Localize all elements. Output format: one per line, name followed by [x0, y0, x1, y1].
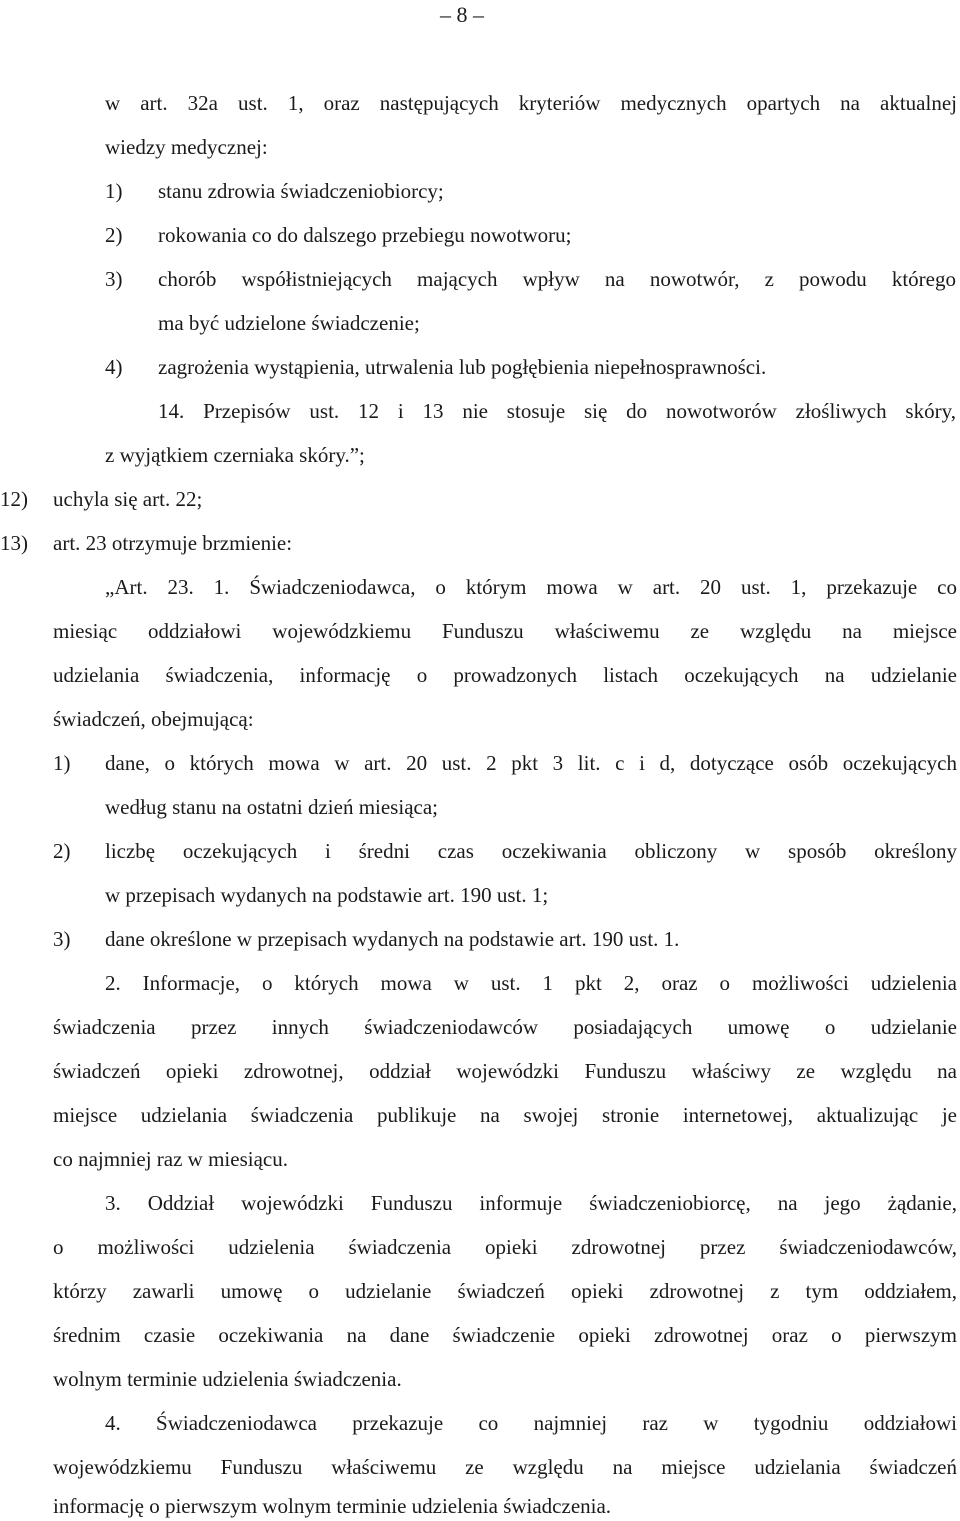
- art23-ust4-line: informację o pierwszym wolnym terminie udzielenia świadczenia.: [53, 1494, 612, 1518]
- art23-item-text: w przepisach wydanych na podstawie art. 190 ust. 1;: [105, 883, 549, 907]
- page-number: – 8 –: [440, 2, 484, 27]
- criterion-text: zagrożenia wystąpienia, utrwalenia lub pogłębienia niepełnosprawności.: [158, 355, 767, 379]
- intro-line: wiedzy medycznej:: [105, 135, 268, 159]
- criterion-number: 1): [105, 179, 123, 203]
- intro-line: w art. 32a ust. 1, oraz następujących kryteriów medycznych opartych na aktualnej: [105, 91, 957, 115]
- art23-ust4-line: wojewódzkiemu Funduszu właściwemu ze względu na miejsce udzielania świadczeń: [53, 1455, 957, 1479]
- criterion-number: 3): [105, 267, 123, 291]
- art23-item-text: dane określone w przepisach wydanych na podstawie art. 190 ust. 1.: [105, 927, 680, 951]
- art23-ust3-line: o możliwości udzielenia świadczenia opieki zdrowotnej przez świadczeniodawców,: [53, 1235, 957, 1259]
- criterion-text: rokowania co do dalszego przebiegu nowotworu;: [158, 223, 572, 247]
- art23-ust2-line: świadczenia przez innych świadczeniodawców posiadających umowę o udzielanie: [53, 1015, 957, 1039]
- art23-ust3-line: średnim czasie oczekiwania na dane świadczenie opieki zdrowotnej oraz o pierwszym: [53, 1323, 957, 1347]
- paragraph-14-line: z wyjątkiem czerniaka skóry.”;: [105, 443, 365, 467]
- art23-ust1-line: miesiąc oddziałowi wojewódzkiemu Funduszu właściwemu ze względu na miejsce: [53, 619, 957, 643]
- amendment-point-number: 12): [0, 487, 28, 511]
- criterion-text: chorób współistniejących mających wpływ na nowotwór, z powodu którego: [158, 267, 956, 291]
- amendment-point-text: art. 23 otrzymuje brzmienie:: [53, 531, 293, 555]
- art23-ust3-line: którzy zawarli umowę o udzielanie świadczeń opieki zdrowotnej z tym oddziałem,: [53, 1279, 957, 1303]
- art23-ust2-line: świadczeń opieki zdrowotnej, oddział wojewódzki Funduszu właściwy ze względu na: [53, 1059, 957, 1083]
- art23-item-number: 2): [53, 839, 71, 863]
- criterion-text-continued: ma być udzielone świadczenie;: [158, 311, 420, 335]
- amendment-point-number: 13): [0, 531, 28, 555]
- criterion-text: stanu zdrowia świadczeniobiorcy;: [158, 179, 444, 203]
- criterion-number: 2): [105, 223, 123, 247]
- art23-ust1-line: świadczeń, obejmującą:: [53, 707, 254, 731]
- art23-ust1-line: udzielania świadczenia, informację o prowadzonych listach oczekujących na udzielanie: [53, 663, 957, 687]
- art23-ust1-line: „Art. 23. 1. Świadczeniodawca, o którym mowa w art. 20 ust. 1, przekazuje co: [105, 575, 957, 599]
- art23-ust2-line: miejsce udzielania świadczenia publikuje na swojej stronie internetowej, aktualizując je: [53, 1103, 957, 1127]
- criterion-number: 4): [105, 355, 123, 379]
- art23-ust4-line: 4. Świadczeniodawca przekazuje co najmniej raz w tygodniu oddziałowi: [105, 1411, 957, 1435]
- art23-item-number: 1): [53, 751, 71, 775]
- art23-ust2-line: 2. Informacje, o których mowa w ust. 1 pkt 2, oraz o możliwości udzielenia: [105, 971, 957, 995]
- paragraph-14-line: 14. Przepisów ust. 12 i 13 nie stosuje się do nowotworów złośliwych skóry,: [158, 399, 956, 423]
- art23-item-number: 3): [53, 927, 71, 951]
- amendment-point-text: uchyla się art. 22;: [53, 487, 203, 511]
- art23-item-text: według stanu na ostatni dzień miesiąca;: [105, 795, 438, 819]
- art23-item-text: liczbę oczekujących i średni czas oczekiwania obliczony w sposób określony: [105, 839, 957, 863]
- art23-ust2-line: co najmniej raz w miesiącu.: [53, 1147, 288, 1171]
- art23-ust3-line: wolnym terminie udzielenia świadczenia.: [53, 1367, 402, 1391]
- art23-item-text: dane, o których mowa w art. 20 ust. 2 pkt 3 lit. c i d, dotyczące osób oczekujących: [105, 751, 957, 775]
- art23-ust3-line: 3. Oddział wojewódzki Funduszu informuje świadczeniobiorcę, na jego żądanie,: [105, 1191, 957, 1215]
